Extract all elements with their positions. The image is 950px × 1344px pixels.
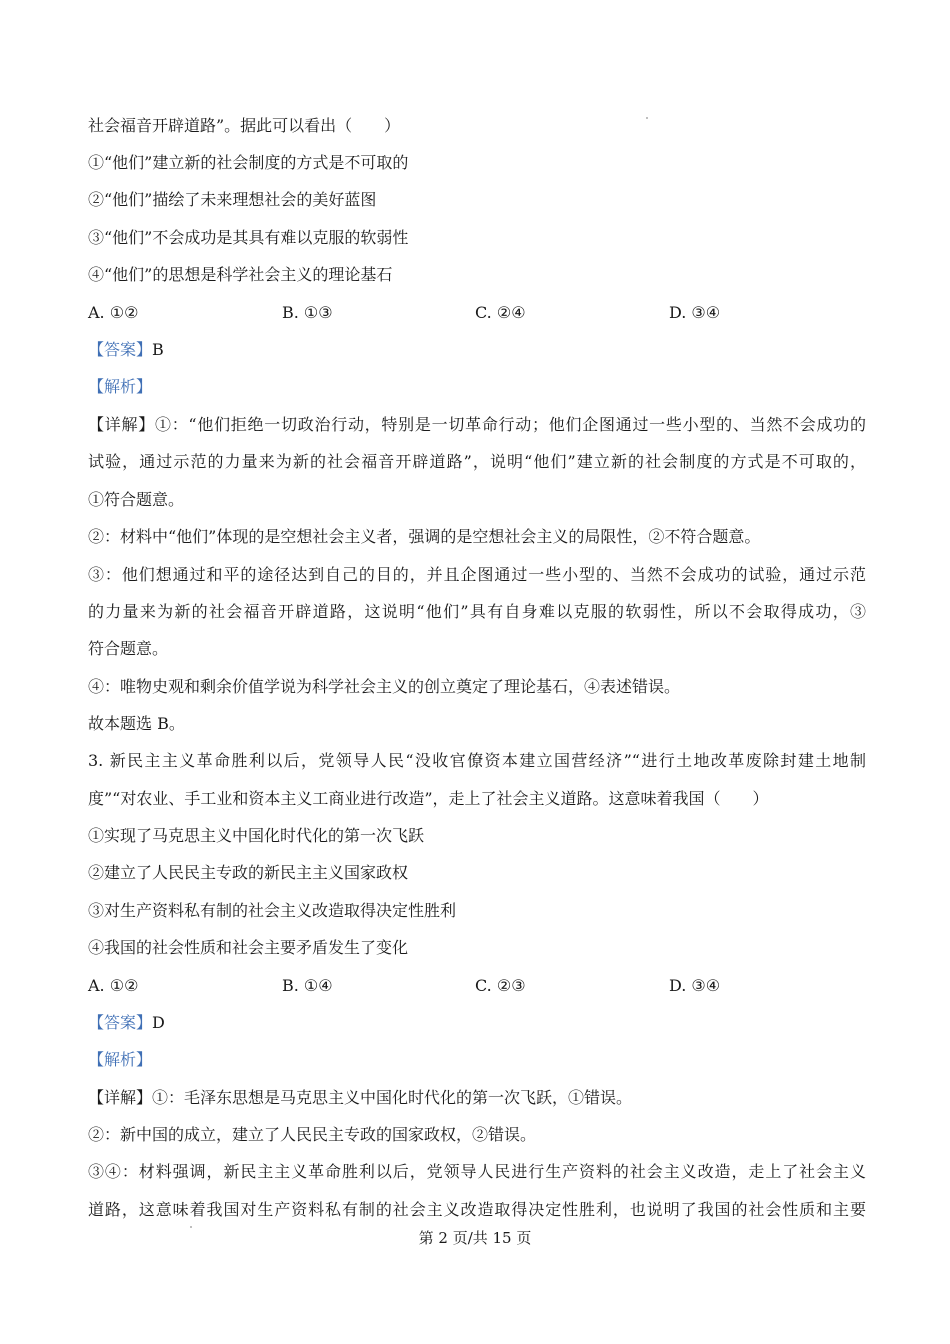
answer-label: 【答案】 [88,340,153,359]
q2-detail-line-3: ①符合题意。 [88,490,185,509]
q2-item-1: ①“他们”建立新的社会制度的方式是不可取的 [88,153,409,172]
detail-label: 【详解】 [88,1088,153,1107]
q3-item-1: ①实现了马克思主义中国化时代化的第一次飞跃 [88,826,425,845]
detail-label: 【详解】 [88,415,155,434]
q3-answer [88,1013,866,1033]
q3-stem-line-1: 3. 新民主主义革命胜利以后，党领导人民“没收官僚资本建立国营经济”“进行土地改革废除封建土地制 [88,751,866,770]
q2-conclusion: 故本题选 B。 [88,714,185,733]
q2-option-b: B. ①③ [282,303,333,322]
q3-detail-line-3: ③④：材料强调，新民主主义革命胜利以后，党领导人民进行生产资料的社会主义改造，走上了社会主义 [88,1162,866,1181]
q2-option-c: C. ②④ [475,303,526,322]
q3-detail-line-1: 【详解】①：毛泽东思想是马克思主义中国化时代化的第一次飞跃，①错误。 [88,1088,633,1107]
q3-detail-line-4: 道路，这意味着我国对生产资料私有制的社会主义改造取得决定性胜利，也说明了我国的社会性质和主要 [88,1200,866,1219]
q3-detail-line-2: ②：新中国的成立，建立了人民民主专政的国家政权，②错误。 [88,1125,537,1144]
q3-option-d: D. ③④ [669,976,721,995]
answer-label: 【答案】 [88,1013,153,1032]
q3-item-3: ③对生产资料私有制的社会主义改造取得决定性胜利 [88,901,457,920]
q2-detail-line-2: 试验，通过示范的力量来为新的社会福音开辟道路”，说明“他们”建立新的社会制度的方式是不可取的， [88,452,866,471]
q2-item-3: ③“他们”不会成功是其具有难以克服的软弱性 [88,228,409,247]
page-number: 第 2 页/共 15 页 [418,1229,532,1247]
q2-detail-line-7: 符合题意。 [88,639,169,658]
answer-value: B [152,340,164,359]
q3-item-4: ④我国的社会性质和社会主要矛盾发生了变化 [88,938,409,957]
q2-answer [88,340,866,360]
q2-detail-line-6: 的力量来为新的社会福音开辟道路，这说明“他们”具有自身难以克服的软弱性，所以不会取得成功，③ [88,602,866,621]
q3-stem-line-2: 度”“对农业、手工业和资本主义工商业进行改造”，走上了社会主义道路。这意味着我国（ ） [88,789,769,808]
q2-item-2: ②“他们”描绘了未来理想社会的美好蓝图 [88,190,377,209]
q3-option-a: A. ①② [88,976,139,995]
q2-analysis-label: 【解析】 [88,377,153,396]
q2-stem-tail: 社会福音开辟道路”。据此可以看出（ ） [88,116,401,135]
q3-analysis-label: 【解析】 [88,1050,153,1069]
answer-value: D [152,1013,165,1032]
q2-option-a: A. ①② [88,303,139,322]
q3-item-2: ②建立了人民民主专政的新民主主义国家政权 [88,863,409,882]
q2-option-d: D. ③④ [669,303,721,322]
scan-speck [646,117,648,119]
q3-option-c: C. ②③ [475,976,526,995]
scan-speck [190,1226,192,1228]
q3-option-b: B. ①④ [282,976,333,995]
q2-detail-line-5: ③：他们想通过和平的途径达到自己的目的，并且企图通过一些小型的、当然不会成功的试验，通过示范 [88,565,866,584]
q2-detail-line-8: ④：唯物史观和剩余价值学说为科学社会主义的创立奠定了理论基石，④表述错误。 [88,677,681,696]
q2-detail-line-4: ②：材料中“他们”体现的是空想社会主义者，强调的是空想社会主义的局限性，②不符合题意。 [88,527,761,546]
q2-detail-line-1: 【详解】①：“他们拒绝一切政治行动，特别是一切革命行动；他们企图通过一些小型的、当然不会成功的 [88,415,866,434]
q2-item-4: ④“他们”的思想是科学社会主义的理论基石 [88,265,393,284]
